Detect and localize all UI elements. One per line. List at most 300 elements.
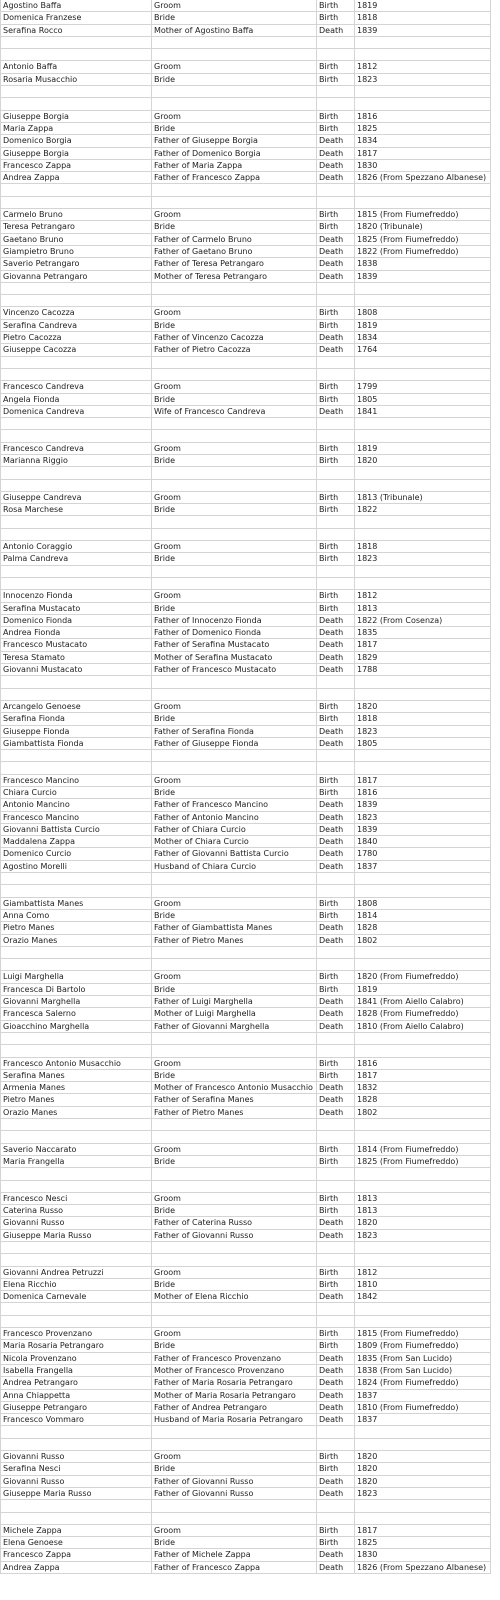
- year-place-cell[interactable]: [355, 98, 491, 110]
- year-place-cell[interactable]: 1814 (From Fiumefreddo): [355, 1144, 491, 1156]
- role-cell[interactable]: Bride: [152, 12, 317, 24]
- role-cell[interactable]: Father of Luigi Marghella: [152, 996, 317, 1008]
- role-cell[interactable]: [152, 578, 317, 590]
- year-place-cell[interactable]: [355, 1303, 491, 1315]
- event-type-cell[interactable]: Birth: [317, 209, 355, 221]
- person-name-cell[interactable]: Antonio Coraggio: [1, 541, 152, 553]
- event-type-cell[interactable]: [317, 959, 355, 971]
- role-cell[interactable]: Father of Francesco Zappa: [152, 172, 317, 184]
- event-type-cell[interactable]: [317, 1513, 355, 1525]
- year-place-cell[interactable]: [355, 1131, 491, 1143]
- event-type-cell[interactable]: [317, 516, 355, 528]
- event-type-cell[interactable]: Birth: [317, 971, 355, 983]
- person-name-cell[interactable]: Isabella Frangella: [1, 1365, 152, 1377]
- event-type-cell[interactable]: [317, 418, 355, 430]
- year-place-cell[interactable]: 1824 (From Fiumefreddo): [355, 1377, 491, 1389]
- role-cell[interactable]: Groom: [152, 590, 317, 602]
- year-place-cell[interactable]: 1835: [355, 627, 491, 639]
- event-type-cell[interactable]: Death: [317, 738, 355, 750]
- person-name-cell[interactable]: Teresa Stamato: [1, 652, 152, 664]
- event-type-cell[interactable]: Birth: [317, 455, 355, 467]
- person-name-cell[interactable]: Giuseppe Candreva: [1, 492, 152, 504]
- event-type-cell[interactable]: Death: [317, 406, 355, 418]
- event-type-cell[interactable]: [317, 1131, 355, 1143]
- year-place-cell[interactable]: 1809 (From Fiumefreddo): [355, 1340, 491, 1352]
- event-type-cell[interactable]: [317, 197, 355, 209]
- role-cell[interactable]: Groom: [152, 111, 317, 123]
- person-name-cell[interactable]: Andrea Fionda: [1, 627, 152, 639]
- event-type-cell[interactable]: Death: [317, 615, 355, 627]
- role-cell[interactable]: Groom: [152, 381, 317, 393]
- role-cell[interactable]: [152, 369, 317, 381]
- person-name-cell[interactable]: Serafina Rocco: [1, 25, 152, 37]
- event-type-cell[interactable]: Birth: [317, 74, 355, 86]
- event-type-cell[interactable]: Death: [317, 160, 355, 172]
- role-cell[interactable]: Groom: [152, 61, 317, 73]
- year-place-cell[interactable]: 1822 (From Cosenza): [355, 615, 491, 627]
- person-name-cell[interactable]: [1, 689, 152, 701]
- role-cell[interactable]: [152, 873, 317, 885]
- role-cell[interactable]: Groom: [152, 1058, 317, 1070]
- event-type-cell[interactable]: Death: [317, 1549, 355, 1561]
- year-place-cell[interactable]: 1837: [355, 861, 491, 873]
- year-place-cell[interactable]: [355, 49, 491, 61]
- year-place-cell[interactable]: 1839: [355, 824, 491, 836]
- year-place-cell[interactable]: 1808: [355, 307, 491, 319]
- role-cell[interactable]: [152, 1316, 317, 1328]
- event-type-cell[interactable]: [317, 885, 355, 897]
- role-cell[interactable]: Bride: [152, 504, 317, 516]
- person-name-cell[interactable]: Giovanni Russo: [1, 1476, 152, 1488]
- year-place-cell[interactable]: [355, 184, 491, 196]
- year-place-cell[interactable]: 1823: [355, 1230, 491, 1242]
- year-place-cell[interactable]: [355, 873, 491, 885]
- person-name-cell[interactable]: [1, 1500, 152, 1512]
- year-place-cell[interactable]: 1810 (From Fiumefreddo): [355, 1402, 491, 1414]
- person-name-cell[interactable]: [1, 1242, 152, 1254]
- year-place-cell[interactable]: 1842: [355, 1291, 491, 1303]
- event-type-cell[interactable]: Death: [317, 1217, 355, 1229]
- role-cell[interactable]: [152, 885, 317, 897]
- event-type-cell[interactable]: [317, 566, 355, 578]
- person-name-cell[interactable]: [1, 1033, 152, 1045]
- person-name-cell[interactable]: Giuseppe Maria Russo: [1, 1230, 152, 1242]
- event-type-cell[interactable]: Birth: [317, 1328, 355, 1340]
- person-name-cell[interactable]: Francesco Zappa: [1, 160, 152, 172]
- event-type-cell[interactable]: [317, 1439, 355, 1451]
- person-name-cell[interactable]: Francesco Mustacato: [1, 639, 152, 651]
- event-type-cell[interactable]: Death: [317, 1107, 355, 1119]
- event-type-cell[interactable]: Death: [317, 652, 355, 664]
- event-type-cell[interactable]: Death: [317, 799, 355, 811]
- event-type-cell[interactable]: [317, 98, 355, 110]
- event-type-cell[interactable]: Death: [317, 1291, 355, 1303]
- person-name-cell[interactable]: [1, 37, 152, 49]
- person-name-cell[interactable]: Domenico Borgia: [1, 135, 152, 147]
- year-place-cell[interactable]: 1839: [355, 799, 491, 811]
- event-type-cell[interactable]: Birth: [317, 504, 355, 516]
- person-name-cell[interactable]: Andrea Petrangaro: [1, 1377, 152, 1389]
- role-cell[interactable]: Groom: [152, 1451, 317, 1463]
- year-place-cell[interactable]: 1823: [355, 726, 491, 738]
- person-name-cell[interactable]: Maria Zappa: [1, 123, 152, 135]
- person-name-cell[interactable]: Maria Rosaria Petrangaro: [1, 1340, 152, 1352]
- role-cell[interactable]: Bride: [152, 910, 317, 922]
- year-place-cell[interactable]: [355, 689, 491, 701]
- year-place-cell[interactable]: [355, 1119, 491, 1131]
- event-type-cell[interactable]: [317, 1254, 355, 1266]
- person-name-cell[interactable]: Giuseppe Fionda: [1, 726, 152, 738]
- role-cell[interactable]: Bride: [152, 1279, 317, 1291]
- role-cell[interactable]: [152, 959, 317, 971]
- person-name-cell[interactable]: Giovanni Russo: [1, 1217, 152, 1229]
- event-type-cell[interactable]: Death: [317, 824, 355, 836]
- person-name-cell[interactable]: Rosa Marchese: [1, 504, 152, 516]
- year-place-cell[interactable]: 1813: [355, 603, 491, 615]
- role-cell[interactable]: Father of Giovanni Russo: [152, 1488, 317, 1500]
- person-name-cell[interactable]: Rosaria Musacchio: [1, 74, 152, 86]
- person-name-cell[interactable]: [1, 1426, 152, 1438]
- year-place-cell[interactable]: [355, 1513, 491, 1525]
- event-type-cell[interactable]: Death: [317, 996, 355, 1008]
- role-cell[interactable]: Father of Michele Zappa: [152, 1549, 317, 1561]
- event-type-cell[interactable]: Birth: [317, 1267, 355, 1279]
- person-name-cell[interactable]: Serafina Nesci: [1, 1463, 152, 1475]
- event-type-cell[interactable]: Birth: [317, 381, 355, 393]
- event-type-cell[interactable]: Death: [317, 1365, 355, 1377]
- year-place-cell[interactable]: 1820: [355, 1463, 491, 1475]
- year-place-cell[interactable]: 1812: [355, 590, 491, 602]
- event-type-cell[interactable]: Birth: [317, 1156, 355, 1168]
- event-type-cell[interactable]: Death: [317, 1476, 355, 1488]
- year-place-cell[interactable]: [355, 1439, 491, 1451]
- person-name-cell[interactable]: [1, 283, 152, 295]
- year-place-cell[interactable]: [355, 578, 491, 590]
- role-cell[interactable]: [152, 516, 317, 528]
- year-place-cell[interactable]: 1837: [355, 1390, 491, 1402]
- person-name-cell[interactable]: Orazio Manes: [1, 935, 152, 947]
- event-type-cell[interactable]: Birth: [317, 1537, 355, 1549]
- role-cell[interactable]: Groom: [152, 701, 317, 713]
- event-type-cell[interactable]: Birth: [317, 307, 355, 319]
- person-name-cell[interactable]: Giovanni Andrea Petruzzi: [1, 1267, 152, 1279]
- person-name-cell[interactable]: Francesca Salerno: [1, 1008, 152, 1020]
- role-cell[interactable]: Father of Chiara Curcio: [152, 824, 317, 836]
- event-type-cell[interactable]: Death: [317, 1353, 355, 1365]
- event-type-cell[interactable]: Birth: [317, 12, 355, 24]
- year-place-cell[interactable]: 1808: [355, 898, 491, 910]
- role-cell[interactable]: Bride: [152, 1463, 317, 1475]
- year-place-cell[interactable]: 1817: [355, 639, 491, 651]
- year-place-cell[interactable]: [355, 947, 491, 959]
- year-place-cell[interactable]: 1825 (From Fiumefreddo): [355, 234, 491, 246]
- person-name-cell[interactable]: [1, 566, 152, 578]
- year-place-cell[interactable]: 1820: [355, 1451, 491, 1463]
- event-type-cell[interactable]: Death: [317, 148, 355, 160]
- event-type-cell[interactable]: Birth: [317, 443, 355, 455]
- event-type-cell[interactable]: Birth: [317, 701, 355, 713]
- event-type-cell[interactable]: Death: [317, 1021, 355, 1033]
- role-cell[interactable]: Mother of Elena Ricchio: [152, 1291, 317, 1303]
- person-name-cell[interactable]: Domenica Carnevale: [1, 1291, 152, 1303]
- role-cell[interactable]: Father of Giuseppe Fionda: [152, 738, 317, 750]
- role-cell[interactable]: Groom: [152, 1328, 317, 1340]
- year-place-cell[interactable]: 1830: [355, 1549, 491, 1561]
- event-type-cell[interactable]: [317, 1303, 355, 1315]
- person-name-cell[interactable]: Nicola Provenzano: [1, 1353, 152, 1365]
- year-place-cell[interactable]: 1840: [355, 836, 491, 848]
- role-cell[interactable]: [152, 184, 317, 196]
- event-type-cell[interactable]: [317, 1045, 355, 1057]
- event-type-cell[interactable]: [317, 1119, 355, 1131]
- role-cell[interactable]: Bride: [152, 221, 317, 233]
- role-cell[interactable]: Father of Serafina Mustacato: [152, 639, 317, 651]
- year-place-cell[interactable]: [355, 418, 491, 430]
- year-place-cell[interactable]: 1764: [355, 344, 491, 356]
- role-cell[interactable]: Mother of Agostino Baffa: [152, 25, 317, 37]
- event-type-cell[interactable]: Death: [317, 246, 355, 258]
- person-name-cell[interactable]: [1, 1131, 152, 1143]
- event-type-cell[interactable]: Birth: [317, 1144, 355, 1156]
- person-name-cell[interactable]: Francesco Provenzano: [1, 1328, 152, 1340]
- person-name-cell[interactable]: Saverio Petrangaro: [1, 258, 152, 270]
- person-name-cell[interactable]: Gioacchino Marghella: [1, 1021, 152, 1033]
- event-type-cell[interactable]: Birth: [317, 1193, 355, 1205]
- person-name-cell[interactable]: Andrea Zappa: [1, 172, 152, 184]
- year-place-cell[interactable]: [355, 566, 491, 578]
- role-cell[interactable]: Father of Francesco Mustacato: [152, 664, 317, 676]
- year-place-cell[interactable]: [355, 885, 491, 897]
- year-place-cell[interactable]: [355, 959, 491, 971]
- role-cell[interactable]: Groom: [152, 1267, 317, 1279]
- person-name-cell[interactable]: Palma Candreva: [1, 553, 152, 565]
- role-cell[interactable]: Husband of Chiara Curcio: [152, 861, 317, 873]
- person-name-cell[interactable]: Orazio Manes: [1, 1107, 152, 1119]
- role-cell[interactable]: Bride: [152, 394, 317, 406]
- role-cell[interactable]: Bride: [152, 1205, 317, 1217]
- person-name-cell[interactable]: Michele Zappa: [1, 1525, 152, 1537]
- person-name-cell[interactable]: Saverio Naccarato: [1, 1144, 152, 1156]
- year-place-cell[interactable]: 1820 (From Fiumefreddo): [355, 971, 491, 983]
- year-place-cell[interactable]: [355, 1242, 491, 1254]
- role-cell[interactable]: Bride: [152, 1156, 317, 1168]
- person-name-cell[interactable]: [1, 184, 152, 196]
- role-cell[interactable]: Bride: [152, 1537, 317, 1549]
- person-name-cell[interactable]: [1, 578, 152, 590]
- event-type-cell[interactable]: [317, 283, 355, 295]
- event-type-cell[interactable]: [317, 1168, 355, 1180]
- event-type-cell[interactable]: Birth: [317, 713, 355, 725]
- role-cell[interactable]: Groom: [152, 898, 317, 910]
- event-type-cell[interactable]: Birth: [317, 1070, 355, 1082]
- role-cell[interactable]: Mother of Chiara Curcio: [152, 836, 317, 848]
- event-type-cell[interactable]: [317, 357, 355, 369]
- year-place-cell[interactable]: 1835 (From San Lucido): [355, 1353, 491, 1365]
- year-place-cell[interactable]: 1820: [355, 701, 491, 713]
- person-name-cell[interactable]: Giuseppe Borgia: [1, 148, 152, 160]
- role-cell[interactable]: [152, 480, 317, 492]
- year-place-cell[interactable]: 1819: [355, 0, 491, 12]
- person-name-cell[interactable]: [1, 885, 152, 897]
- event-type-cell[interactable]: Birth: [317, 61, 355, 73]
- event-type-cell[interactable]: Birth: [317, 1058, 355, 1070]
- event-type-cell[interactable]: Death: [317, 332, 355, 344]
- event-type-cell[interactable]: Birth: [317, 320, 355, 332]
- role-cell[interactable]: [152, 529, 317, 541]
- person-name-cell[interactable]: Francesca Di Bartolo: [1, 984, 152, 996]
- person-name-cell[interactable]: Armenia Manes: [1, 1082, 152, 1094]
- year-place-cell[interactable]: 1810: [355, 1279, 491, 1291]
- person-name-cell[interactable]: Antonio Baffa: [1, 61, 152, 73]
- event-type-cell[interactable]: [317, 947, 355, 959]
- role-cell[interactable]: Mother of Francesco Provenzano: [152, 1365, 317, 1377]
- event-type-cell[interactable]: Birth: [317, 541, 355, 553]
- year-place-cell[interactable]: [355, 1316, 491, 1328]
- event-type-cell[interactable]: [317, 529, 355, 541]
- person-name-cell[interactable]: [1, 529, 152, 541]
- person-name-cell[interactable]: Innocenzo Fionda: [1, 590, 152, 602]
- person-name-cell[interactable]: Giuseppe Cacozza: [1, 344, 152, 356]
- year-place-cell[interactable]: [355, 762, 491, 774]
- year-place-cell[interactable]: 1802: [355, 935, 491, 947]
- person-name-cell[interactable]: [1, 49, 152, 61]
- year-place-cell[interactable]: 1819: [355, 984, 491, 996]
- year-place-cell[interactable]: 1825: [355, 123, 491, 135]
- event-type-cell[interactable]: [317, 430, 355, 442]
- person-name-cell[interactable]: Elena Ricchio: [1, 1279, 152, 1291]
- role-cell[interactable]: Father of Giovanni Battista Curcio: [152, 848, 317, 860]
- person-name-cell[interactable]: Angela Fionda: [1, 394, 152, 406]
- event-type-cell[interactable]: [317, 49, 355, 61]
- role-cell[interactable]: Father of Pietro Manes: [152, 1107, 317, 1119]
- role-cell[interactable]: [152, 283, 317, 295]
- year-place-cell[interactable]: 1814: [355, 910, 491, 922]
- role-cell[interactable]: Husband of Maria Rosaria Petrangaro: [152, 1414, 317, 1426]
- year-place-cell[interactable]: 1832: [355, 1082, 491, 1094]
- year-place-cell[interactable]: 1816: [355, 787, 491, 799]
- role-cell[interactable]: Groom: [152, 0, 317, 12]
- person-name-cell[interactable]: Domenico Curcio: [1, 848, 152, 860]
- event-type-cell[interactable]: Birth: [317, 787, 355, 799]
- event-type-cell[interactable]: [317, 1033, 355, 1045]
- event-type-cell[interactable]: Birth: [317, 0, 355, 12]
- event-type-cell[interactable]: [317, 86, 355, 98]
- event-type-cell[interactable]: Birth: [317, 492, 355, 504]
- role-cell[interactable]: Mother of Luigi Marghella: [152, 1008, 317, 1020]
- role-cell[interactable]: Groom: [152, 1144, 317, 1156]
- role-cell[interactable]: Father of Vincenzo Cacozza: [152, 332, 317, 344]
- role-cell[interactable]: Father of Serafina Manes: [152, 1094, 317, 1106]
- event-type-cell[interactable]: Birth: [317, 111, 355, 123]
- person-name-cell[interactable]: [1, 1181, 152, 1193]
- person-name-cell[interactable]: Antonio Mancino: [1, 799, 152, 811]
- person-name-cell[interactable]: [1, 959, 152, 971]
- role-cell[interactable]: [152, 947, 317, 959]
- person-name-cell[interactable]: [1, 369, 152, 381]
- year-place-cell[interactable]: [355, 37, 491, 49]
- person-name-cell[interactable]: Marianna Riggio: [1, 455, 152, 467]
- year-place-cell[interactable]: 1802: [355, 1107, 491, 1119]
- person-name-cell[interactable]: [1, 676, 152, 688]
- year-place-cell[interactable]: [355, 516, 491, 528]
- event-type-cell[interactable]: Birth: [317, 221, 355, 233]
- person-name-cell[interactable]: Domenica Franzese: [1, 12, 152, 24]
- year-place-cell[interactable]: [355, 86, 491, 98]
- person-name-cell[interactable]: [1, 467, 152, 479]
- role-cell[interactable]: [152, 1242, 317, 1254]
- person-name-cell[interactable]: [1, 98, 152, 110]
- person-name-cell[interactable]: Domenico Fionda: [1, 615, 152, 627]
- year-place-cell[interactable]: 1822 (From Fiumefreddo): [355, 246, 491, 258]
- year-place-cell[interactable]: 1825 (From Fiumefreddo): [355, 1156, 491, 1168]
- event-type-cell[interactable]: Death: [317, 1414, 355, 1426]
- person-name-cell[interactable]: Andrea Zappa: [1, 1562, 152, 1574]
- event-type-cell[interactable]: [317, 676, 355, 688]
- person-name-cell[interactable]: Elena Genoese: [1, 1537, 152, 1549]
- year-place-cell[interactable]: 1823: [355, 74, 491, 86]
- year-place-cell[interactable]: 1838: [355, 258, 491, 270]
- event-type-cell[interactable]: [317, 369, 355, 381]
- role-cell[interactable]: Groom: [152, 971, 317, 983]
- role-cell[interactable]: Father of Teresa Petrangaro: [152, 258, 317, 270]
- person-name-cell[interactable]: Pietro Manes: [1, 1094, 152, 1106]
- role-cell[interactable]: [152, 566, 317, 578]
- year-place-cell[interactable]: 1815 (From Fiumefreddo): [355, 1328, 491, 1340]
- year-place-cell[interactable]: 1815 (From Fiumefreddo): [355, 209, 491, 221]
- year-place-cell[interactable]: 1812: [355, 1267, 491, 1279]
- year-place-cell[interactable]: [355, 369, 491, 381]
- year-place-cell[interactable]: [355, 357, 491, 369]
- role-cell[interactable]: Bride: [152, 123, 317, 135]
- event-type-cell[interactable]: Death: [317, 836, 355, 848]
- role-cell[interactable]: Father of Gaetano Bruno: [152, 246, 317, 258]
- event-type-cell[interactable]: Birth: [317, 910, 355, 922]
- year-place-cell[interactable]: 1816: [355, 1058, 491, 1070]
- year-place-cell[interactable]: 1841: [355, 406, 491, 418]
- year-place-cell[interactable]: [355, 1045, 491, 1057]
- year-place-cell[interactable]: 1822: [355, 504, 491, 516]
- person-name-cell[interactable]: Francesco Candreva: [1, 443, 152, 455]
- role-cell[interactable]: Father of Domenico Fionda: [152, 627, 317, 639]
- event-type-cell[interactable]: [317, 750, 355, 762]
- person-name-cell[interactable]: [1, 1119, 152, 1131]
- person-name-cell[interactable]: Giovanni Marghella: [1, 996, 152, 1008]
- role-cell[interactable]: Bride: [152, 1340, 317, 1352]
- role-cell[interactable]: Groom: [152, 492, 317, 504]
- event-type-cell[interactable]: Death: [317, 1230, 355, 1242]
- role-cell[interactable]: Father of Domenico Borgia: [152, 148, 317, 160]
- year-place-cell[interactable]: [355, 529, 491, 541]
- event-type-cell[interactable]: Death: [317, 1008, 355, 1020]
- role-cell[interactable]: [152, 1500, 317, 1512]
- event-type-cell[interactable]: [317, 1426, 355, 1438]
- person-name-cell[interactable]: Arcangelo Genoese: [1, 701, 152, 713]
- event-type-cell[interactable]: Death: [317, 1390, 355, 1402]
- person-name-cell[interactable]: Francesco Candreva: [1, 381, 152, 393]
- person-name-cell[interactable]: Francesco Vommaro: [1, 1414, 152, 1426]
- role-cell[interactable]: [152, 750, 317, 762]
- person-name-cell[interactable]: Gaetano Bruno: [1, 234, 152, 246]
- year-place-cell[interactable]: [355, 295, 491, 307]
- role-cell[interactable]: Groom: [152, 443, 317, 455]
- person-name-cell[interactable]: Teresa Petrangaro: [1, 221, 152, 233]
- event-type-cell[interactable]: Death: [317, 848, 355, 860]
- year-place-cell[interactable]: 1819: [355, 443, 491, 455]
- role-cell[interactable]: [152, 49, 317, 61]
- person-name-cell[interactable]: Caterina Russo: [1, 1205, 152, 1217]
- role-cell[interactable]: Bride: [152, 320, 317, 332]
- year-place-cell[interactable]: 1820 (Tribunale): [355, 221, 491, 233]
